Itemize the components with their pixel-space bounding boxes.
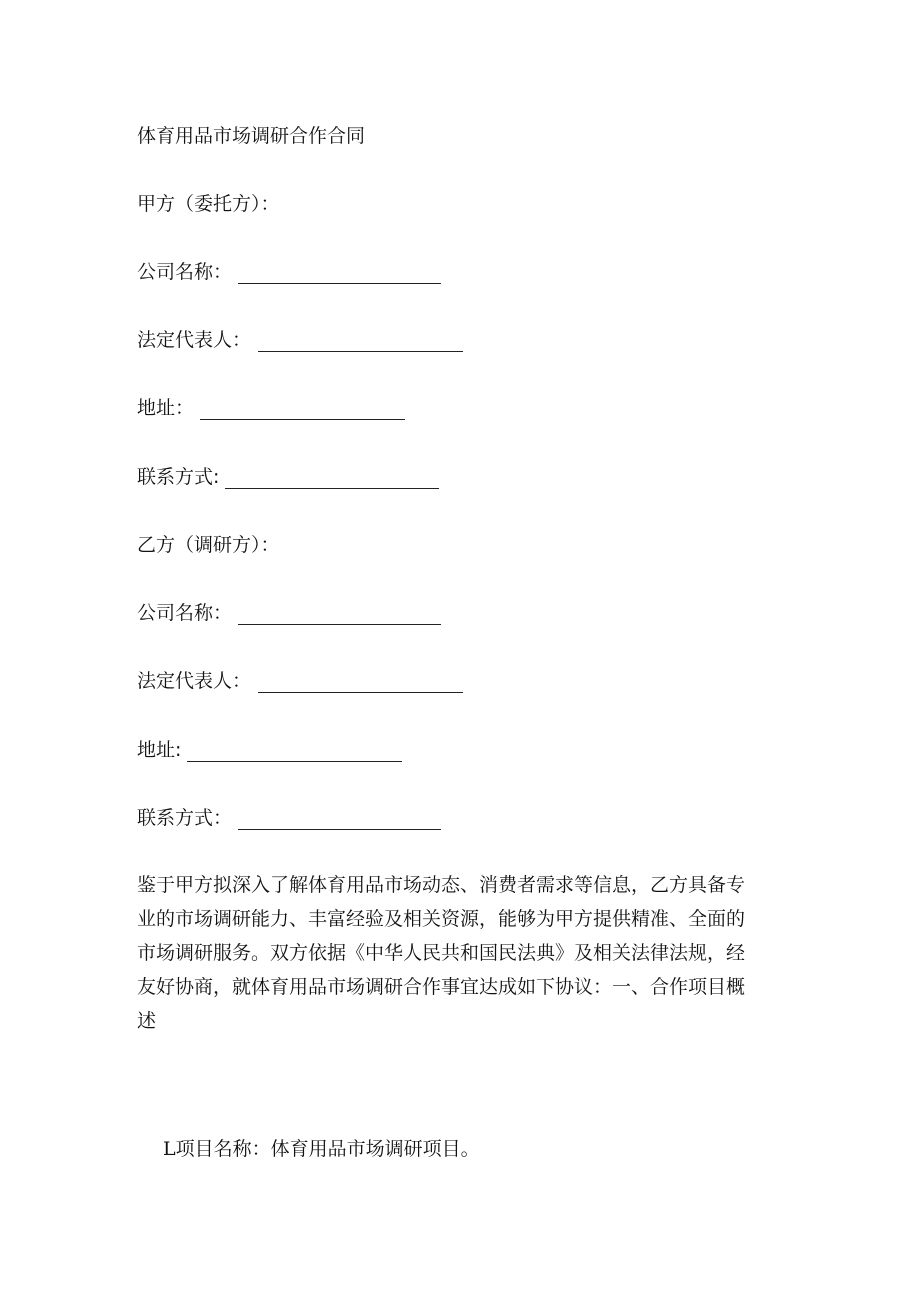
party-b-contact-field <box>137 806 441 830</box>
project-name-item <box>163 1137 480 1161</box>
party-a-address-blank[interactable] <box>200 399 405 420</box>
preamble-paragraph <box>137 868 787 1038</box>
party-b-contact-label: 联系方式： <box>137 807 233 829</box>
party-a-company-field <box>137 260 441 284</box>
preamble-line-3: 市场调研服务。双方依据《中华人民共和国民法典》及相关法律法规，经 <box>137 942 746 964</box>
party-a-rep-label: 法定代表人： <box>137 329 252 351</box>
party-b-company-blank[interactable] <box>238 604 441 625</box>
item-number: L <box>163 1138 176 1160</box>
party-b-company-label: 公司名称： <box>137 602 233 624</box>
party-a-rep-field <box>137 328 463 352</box>
party-b-heading: 乙方（调研方）： <box>137 534 280 556</box>
party-b-rep-field <box>137 669 463 693</box>
party-a-contact-label: 联系方式: <box>137 466 220 488</box>
party-b-address-field <box>137 738 402 762</box>
preamble-line-4: 友好协商，就体育用品市场调研合作事宜达成如下协议：一、合作项目概 <box>137 976 746 998</box>
preamble-line-5: 述 <box>137 1010 157 1032</box>
party-b-rep-blank[interactable] <box>258 672 463 693</box>
party-b-address-blank[interactable] <box>187 741 402 762</box>
party-a-rep-blank[interactable] <box>258 331 463 352</box>
preamble-line-2: 业的市场调研能力、丰富经验及相关资源，能够为甲方提供精准、全面的 <box>137 908 746 930</box>
item-text: 项目名称：体育用品市场调研项目。 <box>175 1138 480 1160</box>
party-b-address-label: 地址: <box>137 739 182 761</box>
party-a-heading: 甲方（委托方）： <box>137 193 280 215</box>
party-a-address-label: 地址： <box>137 397 195 419</box>
preamble-line-1: 鉴于甲方拟深入了解体育用品市场动态、消费者需求等信息，乙方具备专 <box>137 874 746 896</box>
party-a-contact-field <box>137 465 439 489</box>
party-a-contact-blank[interactable] <box>225 468 439 489</box>
party-a-company-label: 公司名称： <box>137 261 233 283</box>
party-b-rep-label: 法定代表人： <box>137 670 252 692</box>
party-a-address-field <box>137 396 405 420</box>
party-b-company-field <box>137 601 441 625</box>
document-title: 体育用品市场调研合作合同 <box>137 125 366 147</box>
party-a-company-blank[interactable] <box>238 263 441 284</box>
party-b-contact-blank[interactable] <box>238 809 441 830</box>
